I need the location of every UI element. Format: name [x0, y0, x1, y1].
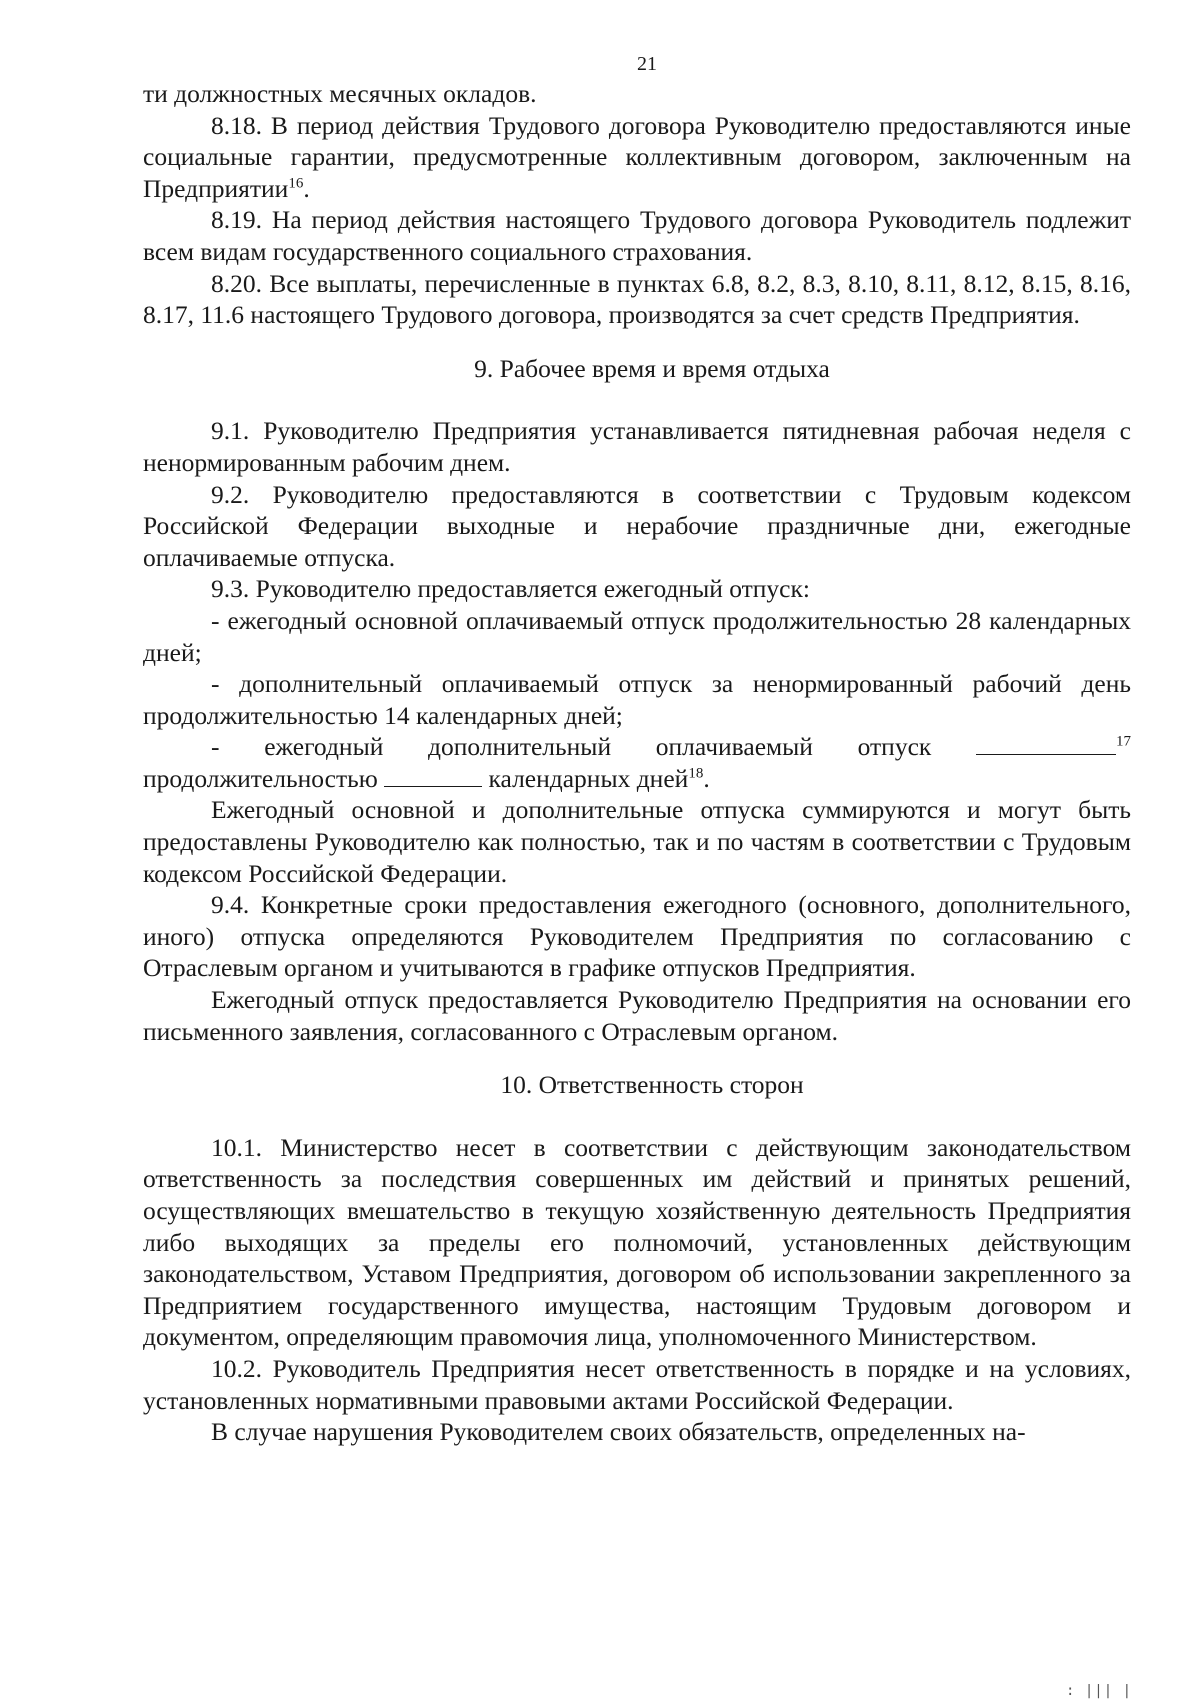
footnote-ref: 16	[288, 175, 304, 192]
continuation-paragraph: ти должностных месячных окладов.	[143, 79, 537, 108]
blank-field	[976, 732, 1116, 755]
list-item-text: продолжительностью	[143, 763, 385, 793]
paragraph-10-violation: В случае нарушения Руководителем своих обязательств, определенных на-	[211, 1417, 1026, 1447]
paragraph-leave-summation: Ежегодный основной и дополнительные отпуска суммируются и могут быть предоставлены Руководителю как полностью, так и по частям в соответствии с Трудовым кодексом Российской Федерации.	[143, 795, 1131, 888]
paragraph-10-2: 10.2. Руководитель Предприятия несет ответственность в порядке и на условиях, установленных нормативными правовыми актами Российской Федерации.	[143, 1353, 1131, 1415]
list-item-extra-leave: - дополнительный оплачиваемый отпуск за ненормированный рабочий день продолжительностью 14 календарных дней;	[143, 669, 1131, 730]
paragraph-leave-application: Ежегодный отпуск предоставляется Руководителю Предприятия на основании его письменного заявления, согласованного с Отраслевым органом.	[143, 985, 1131, 1046]
paragraph-9-1: 9.1. Руководителю Предприятия устанавливается пятидневная рабочая неделя с ненормированным рабочим днем.	[143, 416, 1131, 477]
list-item-basic-leave: - ежегодный основной оплачиваемый отпуск продолжительностью 28 календарных дней;	[143, 605, 1131, 667]
list-item-text: - ежегодный дополнительный оплачиваемый отпуск	[211, 732, 976, 762]
list-item-additional-leave	[143, 731, 1131, 794]
footnote-ref: 17	[1116, 733, 1131, 750]
paragraph-text: 8.18. В период действия Трудового договора Руководителю предоставляются иные социальные гарантии, предусмотренные коллективным договором, заключенным на Предприятии	[143, 110, 1131, 203]
list-item-tail: .	[703, 763, 710, 793]
paragraph-10-1: 10.1. Министерство несет в соответствии с действующим законодательством ответственность за последствия совершенных им действий и принятых решений, осуществляющих вмешательство в текущую хозяйственную деятельность Предприятия либо выходящих за пределы его полномочий, установленных действующим законодательством, Уставом Предприятия, договором об использовании закрепленного за Предприятием государственного имущества, настоящим Трудовым договором и документом, определяющим правомочия лица, уполномоченного Министерством.	[143, 1132, 1131, 1352]
paragraph-9-2: 9.2. Руководителю предоставляются в соответствии с Трудовым кодексом Российской Федерации выходные и нерабочие праздничные дни, ежегодные оплачиваемые отпуска.	[143, 479, 1131, 572]
document-page	[143, 50, 1131, 1448]
list-item-text: календарных дней	[482, 763, 689, 793]
paragraph-8-18	[143, 110, 1131, 205]
section-heading-9: 9. Рабочее время и время отдыха	[474, 353, 830, 383]
footnote-ref: 18	[688, 765, 704, 782]
blank-field	[384, 764, 482, 787]
paragraph-9-4: 9.4. Конкретные сроки предоставления ежегодного (основного, дополнительного, иного) отпуска определяются Руководителем Предприятия по согласованию с Отраслевым органом и учитываются в графике отпусков Предприятия.	[143, 890, 1131, 983]
paragraph-8-19: 8.19. На период действия настоящего Трудового договора Руководитель подлежит всем видам государственного социального страхования.	[143, 205, 1131, 266]
section-heading-10: 10. Ответственность сторон	[500, 1070, 804, 1100]
paragraph-tail: .	[303, 173, 310, 203]
page-number: 21	[637, 53, 657, 75]
paragraph-9-3: 9.3. Руководителю предоставляется ежегодный отпуск:	[211, 574, 810, 604]
paragraph-8-20: 8.20. Все выплаты, перечисленные в пунктах 6.8, 8.2, 8.3, 8.10, 8.11, 8.12, 8.15, 8.16, 8.17, 11.6 настоящего Трудового договора, производятся за счет средств Предприятия.	[143, 268, 1131, 330]
scan-artifact: : ||| |	[1066, 1683, 1133, 1699]
